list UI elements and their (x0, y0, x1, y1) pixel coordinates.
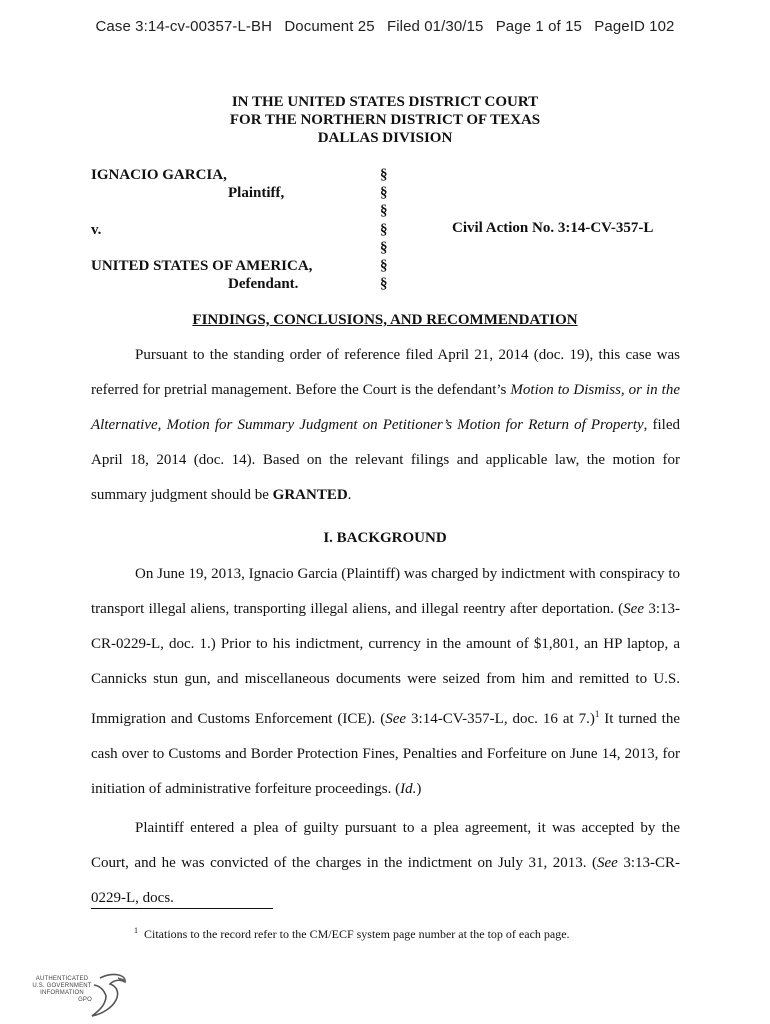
background-paragraph-1 (91, 557, 680, 807)
footnote-number: 1 (134, 926, 138, 935)
intro-text-3: . (347, 487, 352, 503)
case-caption (91, 167, 691, 297)
footnote-divider (91, 908, 273, 909)
seal-line: U.S. GOVERNMENT (32, 983, 92, 989)
seal-line: GPO (78, 997, 92, 1003)
bg-text: ) (416, 781, 422, 797)
page-id: PageID 102 (594, 18, 675, 35)
bg-id: Id. (400, 781, 417, 797)
document-number: Document 25 (284, 18, 375, 35)
plaintiff-name: IGNACIO GARCIA, (91, 167, 227, 183)
court-line-3: DALLAS DIVISION (317, 130, 453, 146)
seal-line: AUTHENTICATED (35, 976, 89, 982)
bg-see: See (597, 855, 618, 871)
civil-action-number: Civil Action No. 3:14-CV-357-L (452, 220, 654, 236)
footnote (134, 926, 570, 942)
intro-text-2: , filed April 18, 2014 (doc. 14). Based on the relevant filings and applicable law, the motion for summary judgment should be (91, 417, 680, 503)
bg-text: 3:13-CR-0229-L, doc. 1.) Prior to his indictment, currency in the amount of $1,801, an HP laptop, a Cannicks stun gun, and miscellaneous documents were seized from him and remitted to U.S. Immigration and Customs Enforcement (ICE). ( (91, 601, 680, 727)
ecf-header (0, 18, 770, 35)
motion-title: Motion to Dismiss, or in the Alternative, Motion for Summary Judgment on Petitioner’s Motion for Return of Property (91, 382, 680, 433)
ruling: GRANTED (272, 487, 348, 503)
page-count: Page 1 of 15 (495, 18, 582, 35)
section-symbol: § (380, 167, 388, 183)
section-symbol: § (380, 222, 388, 238)
case-number: Case 3:14-cv-00357-L-BH (95, 18, 273, 35)
court-heading (0, 93, 770, 147)
court-line-2: FOR THE NORTHERN DISTRICT OF TEXAS (229, 112, 541, 128)
bg-text: On June 19, 2013, Ignacio Garcia (Plaintiff) was charged by indictment with conspiracy to transport illegal aliens, transporting illegal aliens, and illegal reentry after deportation. ( (91, 566, 680, 617)
bg-text: 3:14-CV-357-L, doc. 16 at 7.) (406, 711, 595, 727)
eagle-icon (30, 970, 140, 1020)
gpo-authentication-seal (30, 970, 140, 1020)
bg-text: It turned the cash over to Customs and Border Protection Fines, Penalties and Forfeiture on June 14, 2013, for initiation of administrative forfeiture proceedings. ( (91, 711, 680, 797)
section-symbol: § (380, 276, 388, 292)
footnote-text: Citations to the record refer to the CM/ECF system page number at the top of each page. (144, 927, 570, 941)
section-symbol: § (380, 185, 388, 201)
versus: v. (91, 222, 102, 238)
court-line-1: IN THE UNITED STATES DISTRICT COURT (231, 94, 539, 110)
seal-line: INFORMATION (40, 990, 84, 996)
bg-text: 3:13-CR-0229-L, docs. (91, 855, 681, 906)
section-symbol: § (380, 203, 388, 219)
intro-text-1: Pursuant to the standing order of reference filed April 21, 2014 (doc. 19), this case was referred for pretrial management. Before the Court is the defendant’s (91, 347, 680, 398)
section-symbol: § (380, 240, 388, 256)
background-heading: I. BACKGROUND (323, 530, 447, 546)
defendant-name: UNITED STATES OF AMERICA, (91, 258, 313, 274)
section-symbol: § (380, 258, 388, 274)
bg-see: See (623, 601, 644, 617)
plaintiff-role: Plaintiff, (228, 185, 285, 201)
filed-date: Filed 01/30/15 (386, 18, 484, 35)
defendant-role: Defendant. (228, 276, 299, 292)
bg-text: Plaintiff entered a plea of guilty pursuant to a plea agreement, it was accepted by the Court, and he was convicted of the charges in the indictment on July 31, 2013. ( (91, 820, 680, 871)
document-title: FINDINGS, CONCLUSIONS, AND RECOMMENDATION (192, 312, 578, 328)
bg-see: See (385, 711, 407, 727)
background-paragraph-2 (91, 811, 680, 916)
intro-paragraph (91, 338, 680, 513)
footnote-ref: 1 (594, 709, 600, 719)
